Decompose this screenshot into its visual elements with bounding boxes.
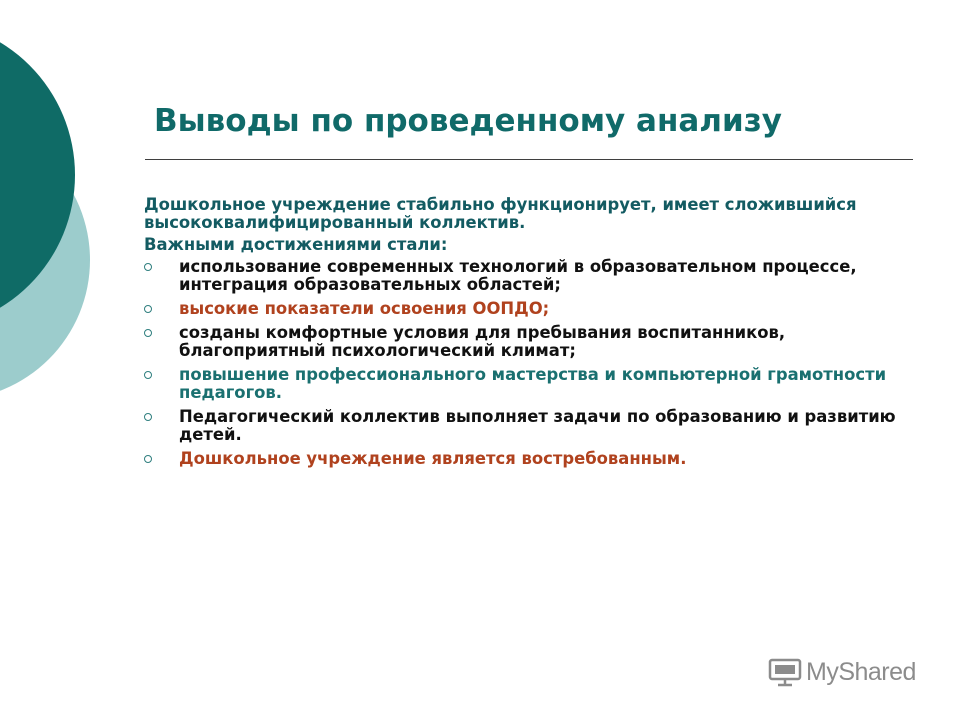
achievements-list — [144, 258, 904, 468]
list-item-text: повышение профессионального мастерства и компьютерной грамотности педагогов. — [179, 365, 887, 402]
circle-bullet-icon — [144, 305, 152, 313]
title-divider — [145, 159, 913, 160]
list-item — [144, 408, 904, 444]
circle-bullet-icon — [144, 263, 152, 271]
list-item-text: высокие показатели освоения ООПДО; — [179, 299, 550, 318]
watermark-logo — [768, 657, 916, 687]
circle-bullet-icon — [144, 413, 152, 421]
list-item — [144, 366, 904, 402]
slide-title: Выводы по проведенному анализу — [154, 103, 782, 139]
list-item — [144, 450, 904, 468]
list-item — [144, 258, 904, 294]
circle-bullet-icon — [144, 371, 152, 379]
list-item-text: созданы комфортные условия для пребывания воспитанников, благоприятный психологический климат; — [179, 323, 786, 360]
presentation-screen-icon — [768, 657, 802, 687]
list-item-text: Дошкольное учреждение является востребованным. — [179, 449, 687, 468]
list-item-text: использование современных технологий в образовательном процессе, интеграция образовательных областей; — [179, 257, 857, 294]
achievements-heading: Важными достижениями стали: — [144, 235, 448, 254]
list-item — [144, 300, 904, 318]
watermark-text: MyShared — [806, 657, 916, 686]
circle-bullet-icon — [144, 329, 152, 337]
intro-paragraph: Дошкольное учреждение стабильно функционирует, имеет сложившийся высококвалифицированный коллектив. — [144, 195, 857, 232]
slide-body — [144, 196, 904, 474]
list-item — [144, 324, 904, 360]
circle-bullet-icon — [144, 455, 152, 463]
list-item-text: Педагогический коллектив выполняет задачи по образованию и развитию детей. — [179, 407, 896, 444]
